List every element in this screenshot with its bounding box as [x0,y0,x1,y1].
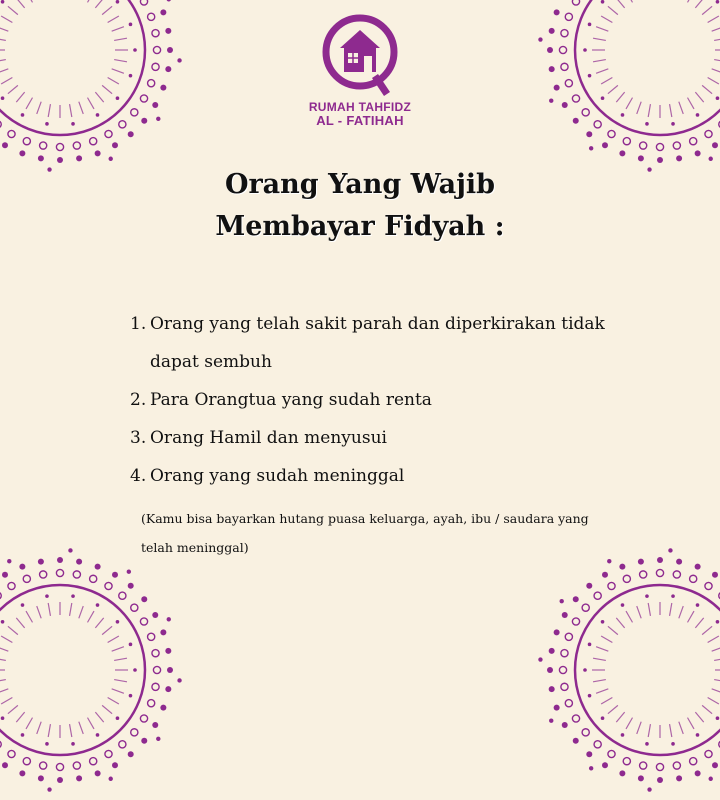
logo-text-line1: RUMAH TAHFIDZ [308,100,412,114]
corner-ornament-bottom-right [530,540,720,800]
title-line2: Membayar Fidyah : [215,211,505,242]
title-line1: Orang Yang Wajib [224,169,496,200]
list-number: 3. [130,428,147,448]
logo-text-line2: AL - FATIHAH [316,113,404,128]
corner-ornament-bottom-left [0,540,190,800]
list-item [130,381,630,419]
house-q-icon [320,12,400,100]
list-item [130,419,630,457]
corner-ornament-top-left [0,0,190,180]
fidyah-list [130,305,630,495]
list-text: Orang yang sudah meninggal [150,466,405,486]
list-number: 2. [130,390,147,410]
page-title [0,164,720,248]
logo [300,12,420,128]
list-text: Para Orangtua yang sudah renta [150,390,432,410]
list-text: Orang Hamil dan menyusui [150,428,387,448]
list-number: 1. [130,314,147,334]
list-item [130,305,630,381]
note-text: (Kamu bisa bayarkan hutang puasa keluarga, ayah, ibu / saudara yang telah meninggal) [141,511,589,555]
list-text: Orang yang telah sakit parah dan diperkirakan tidak dapat sembuh [150,314,605,372]
list-item [130,457,630,495]
corner-ornament-top-right [530,0,720,180]
list-number: 4. [130,466,147,486]
